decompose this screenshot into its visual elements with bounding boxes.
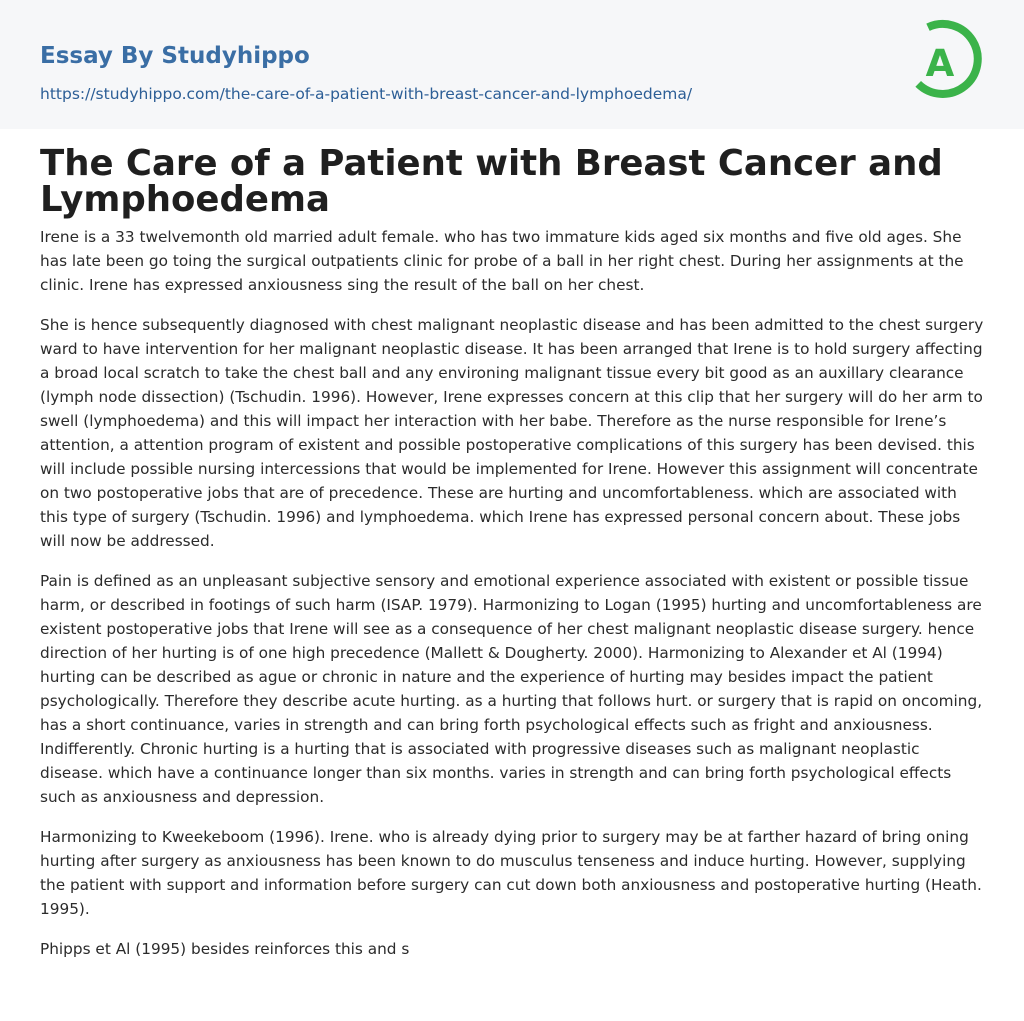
site-header: [0, 0, 1024, 129]
article-paragraph: Irene is a 33 twelvemonth old married adult female. who has two immature kids aged six months and five old ages. She has late been go toing the surgical outpatients clinic for probe of a ball in her right chest. During her assignments at the clinic. Irene has expressed anxiousness sing the result of the ball on her chest.: [40, 228, 964, 294]
studyhippo-logo-icon[interactable]: [908, 18, 988, 106]
article-paragraph-truncated: Phipps et Al (1995) besides reinforces this and s: [40, 940, 410, 958]
logo-letter: A: [925, 42, 955, 85]
article-paragraph: Harmonizing to Kweekeboom (1996). Irene. who is already dying prior to surgery may be at farther hazard of bring oning hurting after surgery as anxiousness has been known to do musculus tenseness and induce hurting. However, supplying the patient with support and information before surgery can cut down both anxiousness and postoperative hurting (Heath. 1995).: [40, 828, 982, 918]
article-paragraph: She is hence subsequently diagnosed with chest malignant neoplastic disease and has been admitted to the chest surgery ward to have intervention for her malignant neoplastic disease. It has been arranged that Irene is to hold surgery affecting a broad local scratch to take the chest ball and any environing malignant tissue every bit good as an auxillary clearance (lymph node dissection) (Tschudin. 1996). However, Irene expresses concern at this clip that her surgery will do her arm to swell (lymphoedema) and this will impact her interaction with her babe. Therefore as the nurse responsible for Irene’s attention, a attention program of existent and possible postoperative complications of this surgery has been devised. this will include possible nursing intercessions that would be implemented for Irene. However this assignment will concentrate on two postoperative jobs that are of precedence. These are hurting and uncomfortableness. which are associated with this type of surgery (Tschudin. 1996) and lymphoedema. which Irene has expressed personal concern about. These jobs will now be addressed.: [40, 316, 984, 550]
source-url-link[interactable]: https://studyhippo.com/the-care-of-a-patient-with-breast-cancer-and-lymphoedema/: [40, 85, 693, 103]
site-brand[interactable]: Essay By Studyhippo: [40, 43, 310, 69]
article-paragraph: Pain is defined as an unpleasant subjective sensory and emotional experience associated with existent or possible tissue harm, or described in footings of such harm (ISAP. 1979). Harmonizing to Logan (1995) hurting and uncomfortableness are existent postoperative jobs that Irene will see as a consequence of her chest malignant neoplastic disease surgery. hence direction of her hurting is of one high precedence (Mallett & Dougherty. 2000). Harmonizing to Alexander et Al (1994) hurting can be described as ague or chronic in nature and the experience of hurting may besides impact the patient psychologically. Therefore they describe acute hurting. as a hurting that follows hurt. or surgery that is rapid on oncoming, has a short continuance, varies in strength and can bring forth psychological effects such as fright and anxiousness. Indifferently. Chronic hurting is a hurting that is associated with progressive diseases such as malignant neoplastic disease. which have a continuance longer than six months. varies in strength and can bring forth psychological effects such as anxiousness and depression.: [40, 572, 983, 806]
article: [40, 143, 986, 977]
article-title: The Care of a Patient with Breast Cancer and Lymphoedema: [40, 143, 943, 220]
